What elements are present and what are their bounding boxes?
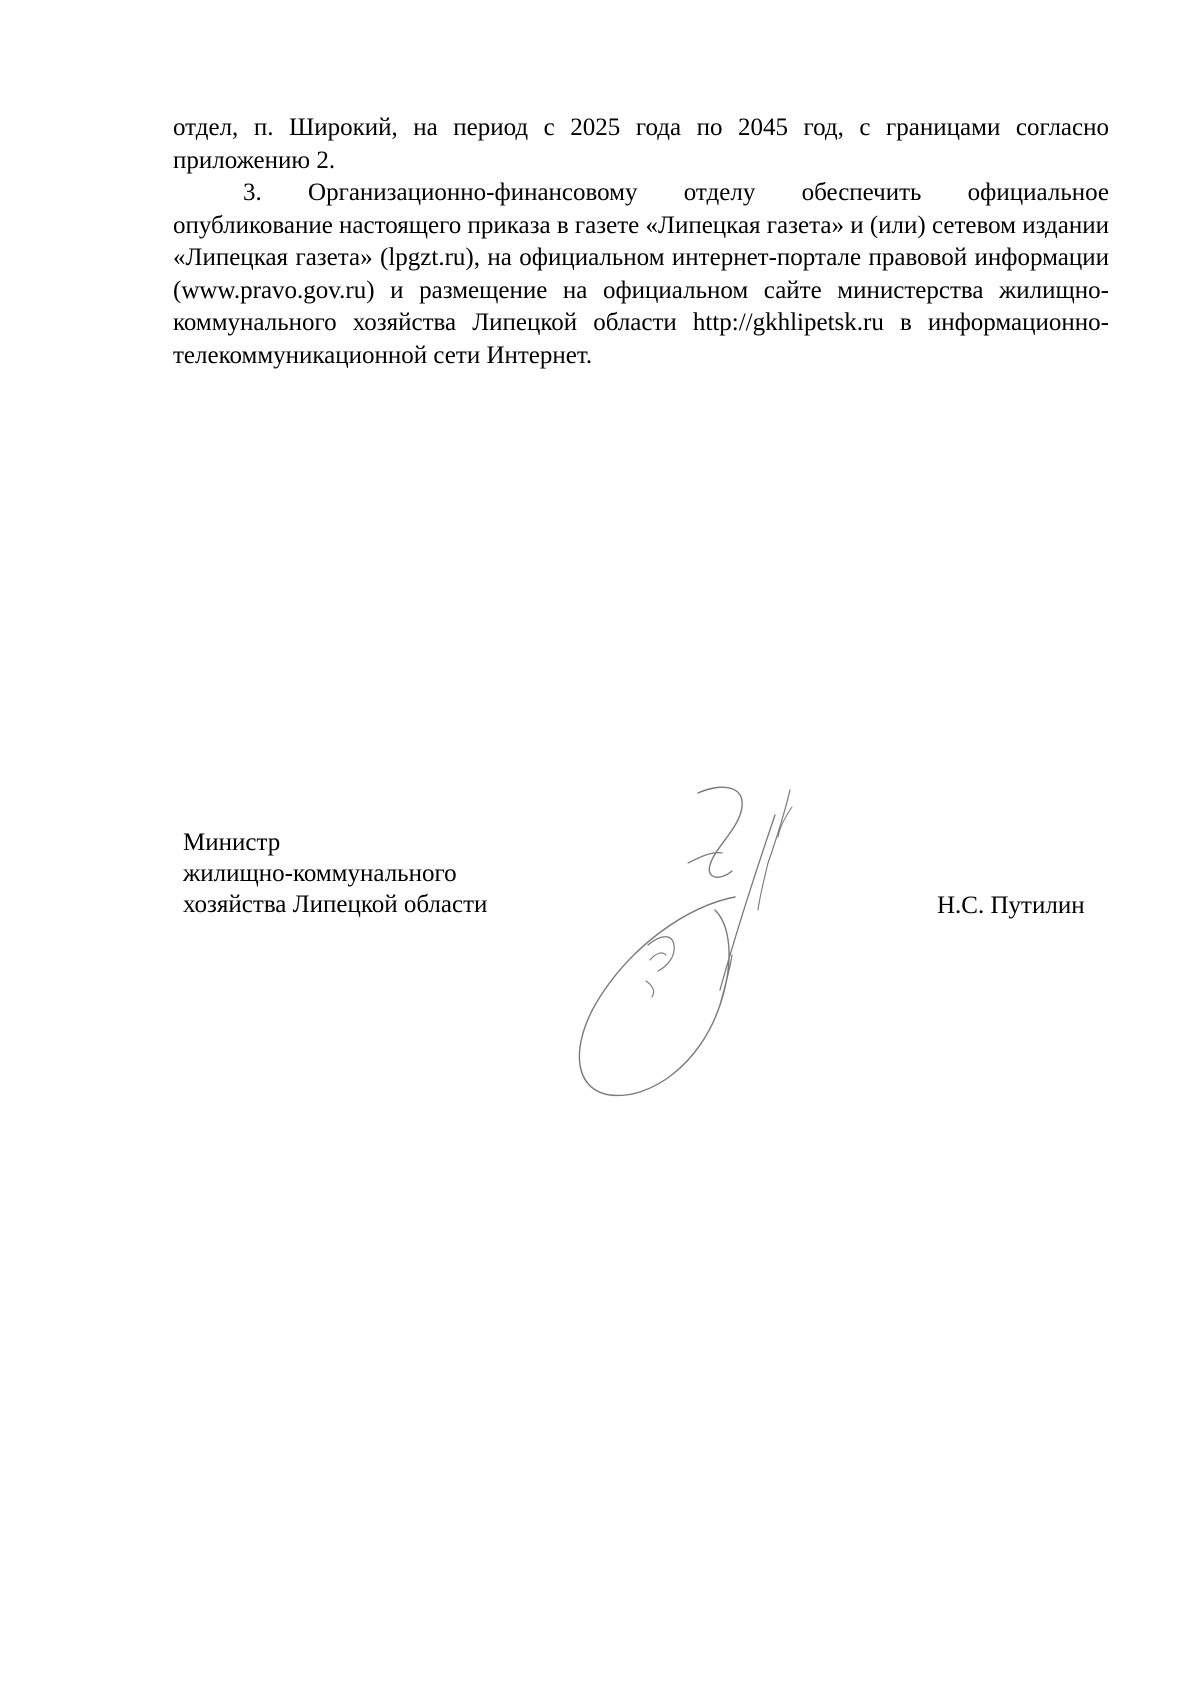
signer-position [183,827,487,920]
position-line-1: Министр [183,829,281,856]
handwritten-signature-icon [570,785,860,1105]
signer-name: Н.С. Путилин [937,892,1085,919]
continuation-paragraph: отдел, п. Широкий, на период с 2025 года по 2045 год, с границами согласно приложению 2. [173,114,1109,174]
paragraph-number: 3. [243,179,262,206]
position-line-2: жилищно-коммунального [183,860,457,887]
position-line-3: хозяйства Липецкой области [183,891,488,918]
paragraph-text: Организационно-финансовому отделу обеспечить официальное опубликование настоящего приказа в газете «Липецкая газета» и (или) сетевом издании «Липецкая газета» (lpgzt.ru), на официальном интернет-портале правовой информации (www.pravo.gov.ru) и размещение на официальном сайте министерства жилищно-коммунального хозяйства Липецкой области http://gkhlipetsk.ru в информационно-телекоммуникационной сети Интернет. [173,179,1109,369]
